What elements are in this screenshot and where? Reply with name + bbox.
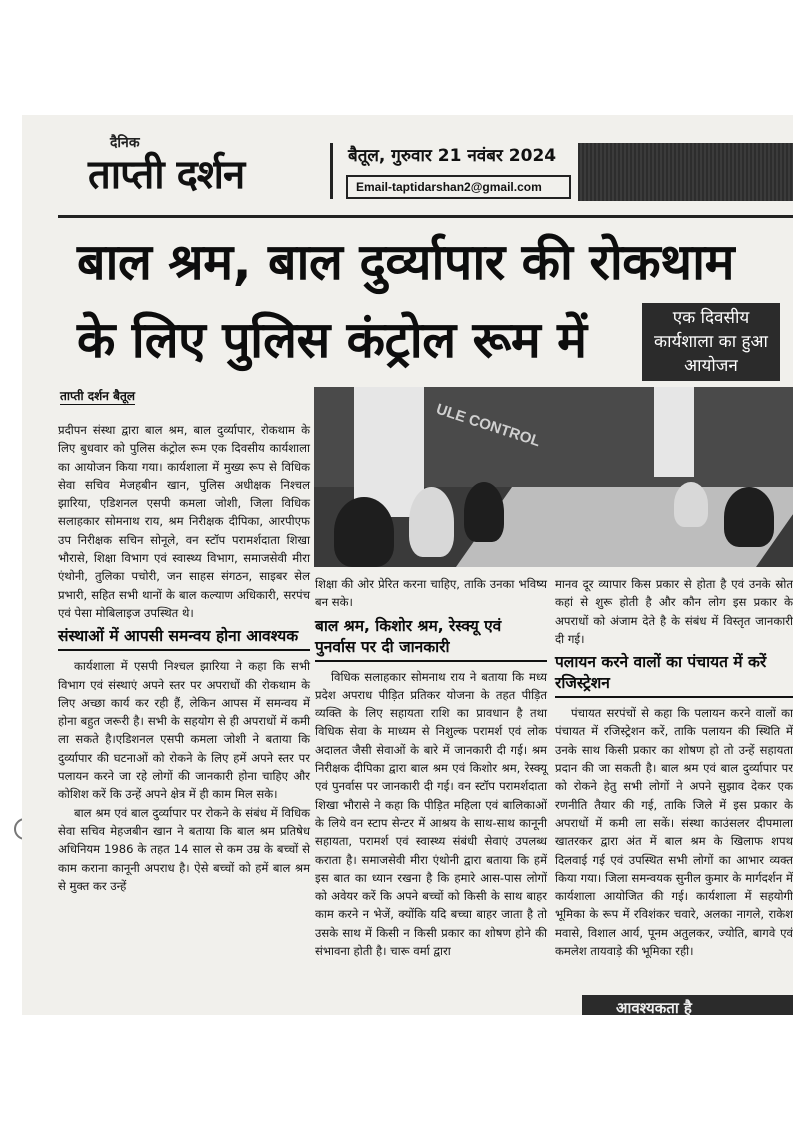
- subheading: संस्थाओं में आपसी समन्वय होना आवश्यक: [58, 626, 310, 651]
- paragraph: विधिक सलाहकार सोमनाथ राय ने बताया कि मध्य प्रदेश अपराध पीड़ित प्रतिकर योजना के तहत पीड़ित व्यक्ति के लिए सहायता राशि का प्रावधान है तथा विधिक सेवा के माध्यम से निशुल्क परामर्श एवं लोक अदालत जैसी सेवाओं के बारे में जानकारी दी गई। श्रम निरीक्षक दीपिका द्वारा बाल श्रम एवं किशोर श्रम, रेस्क्यू एवं पुनर्वास पर जानकारी दी गई। वन स्टॉप परामर्शदाता शिखा भौरासे ने कहा कि पीड़ित महिला एवं बालिकाओं के लिये वन स्टाप सेन्टर में आश्रय के साथ-साथ कानूनी सहायता, परामर्श एवं स्वास्थ्य संबंधी सेवाएं उपलब्ध कराता है। समाजसेवी मीरा एंथोनी द्वारा बताया कि हमें इस बात का ध्यान रखना है कि हमारे आस-पास लोगों को अवेयर करें कि अपने बच्चों को किसी के साथ बाहर काम करने न भेजें, क्योंकि यदि बच्चा बाहर जाता है तो उसके साथ में किसी न किसी प्रकार का शोषण होने की संभावना होती है। चारू वर्मा द्वारा: [315, 669, 547, 959]
- column-1: [58, 405, 310, 895]
- headline-line: बाल श्रम, बाल दुर्व्यापार की रोकथाम: [77, 233, 734, 291]
- newspaper-clipping: [22, 115, 793, 1015]
- headline-line: के लिए पुलिस कंट्रोल रूम में: [77, 311, 587, 369]
- person-figure: [334, 497, 394, 567]
- column-2: [315, 575, 547, 960]
- byline: ताप्ती दर्शन बैतूल: [60, 389, 135, 403]
- divider: [58, 215, 793, 218]
- person-figure: [409, 487, 454, 557]
- paragraph: मानव दूर व्यापार किस प्रकार से होता है एवं उनके स्रोत कहां से शुरू होती है और कौन लोग इस प्रकार के अपराधों को अंजाम देते है के संबंध में विस्तृत जानकारी दी गई।: [555, 577, 793, 646]
- next-article-strip: आवश्यकता है: [582, 995, 793, 1015]
- meeting-photo: [314, 387, 793, 567]
- dateline: बैतूल, गुरुवार 21 नवंबर 2024: [348, 146, 557, 166]
- subheading: बाल श्रम, किशोर श्रम, रेस्क्यू एवं पुनर्वास पर दी जानकारी: [315, 616, 547, 662]
- paragraph: कार्यशाला में एसपी निश्चल झारिया ने कहा कि सभी विभाग एवं संस्थाएं अपने स्तर पर अपराधों की रोकथाम के लिए अच्छा कार्य कर रही हैं, लेकिन आपस में समन्वय में होना बहुत जरूरी है। सभी के सहयोग से ही अपराधों में कमी ला सकते है।एडिशनल एसपी कमला जोशी ने बताया कि दुर्व्यापार की घटनाओं को रोकने के लिए हमें अपने स्तर पर पलायन करने जा रहे लोगों की जानकारी होना चाहिए और कोशिश करें कि उन्हें अपने क्षेत्र में ही काम मिल सके।: [58, 659, 310, 802]
- email-address: Email-taptidarshan2@gmail.com: [346, 175, 571, 199]
- newspaper-logo: ताप्ती दर्शन: [88, 152, 245, 198]
- photo-window: [654, 387, 694, 477]
- kicker-box: एक दिवसीय कार्यशाला का हुआ आयोजन: [642, 303, 780, 381]
- subheading: पलायन करने वालों का पंचायत में करें रजिस्ट्रेशन: [555, 652, 793, 698]
- paragraph: शिक्षा की ओर प्रेरित करना चाहिए, ताकि उनका भविष्य बन सके।: [315, 577, 547, 610]
- paragraph: प्रदीपन संस्था द्वारा बाल श्रम, बाल दुर्व्यापार, रोकथाम के लिए बुधवार को पुलिस कंट्रोल रूम एक दिवसीय कार्यशाला का आयोजन किया गया। कार्यशाला में मुख्य रूप से विधिक सेवा सचिव मेजहबीन खान, पुलिस अधीक्षक निश्चल झारिया, एडिशनल एसपी कमला जोशी, जिला विधिक सलाहकार सोमनाथ राय, श्रम निरीक्षक दीपिका, आरपीएफ उप निरीक्षक सचिन सोनूले, वन स्टॉप परामर्शदाता शिखा भौरासे, शिक्षा विभाग एवं स्वास्थ्य विभाग, समाजसेवी मीरा एंथोनी, तुलिका पचोरी, जन साहस संगठन, साइबर सेल प्रभारी, सहित सभी थानों के बाल कल्याण अधिकारी, सरपंच एवं पेसा मोबिलाइज उपस्थित थे।: [58, 423, 310, 620]
- paragraph: बाल श्रम एवं बाल दुर्व्यापार पर रोकने के संबंध में विधिक सेवा सचिव मेहजबीन खान ने बताया कि बाल श्रम प्रतिषेध अधिनियम 1986 के तहत 14 साल से कम उम्र के बच्चों से काम कराना कानूनी अपराध है। ऐसे बच्चों को हमें बाल श्रम से मुक्त कर उन्हें: [58, 805, 310, 893]
- brand-prefix: दैनिक: [110, 135, 140, 151]
- photo-banner-text: ULE CONTROL: [434, 400, 543, 451]
- column-3: [555, 575, 793, 960]
- divider: [330, 143, 333, 199]
- person-figure: [464, 482, 504, 542]
- paragraph: पंचायत सरपंचों से कहा कि पलायन करने वालों का पंचायत में रजिस्ट्रेशन करें, ताकि पलायन की स्थिति में उनके साथ किसी प्रकार का शोषण हो तो उन्हें सहायता प्रदान की जा सकती है। बाल श्रम एवं बाल दुर्व्यापार पर को रोकने हेतु सभी लोगों ने अपने सुझाव देकर एक रणनीति तैयार की गई, ताकि जिले में इस प्रकार के अपराधों में कमी ला सकें। संस्था काउंसलर दीपमाला खातरकर द्वारा अंत में बाल श्रम के खिलाफ शपथ दिलवाई गई एवं उपस्थित सभी लोगों का आभार व्यक्त किया गया। जिला समन्वयक सुनील कुमार के मार्गदर्शन में कार्यशाला आयोजित की गई। कार्यशाला में सहयोगी भूमिका के रूप में रविशंकर चवारे, अलका नागले, राकेश मवासे, विशाल आर्य, पूनम अतुलकर, ज्योति, बागवे एवं कमलेश तायवाड़े की भूमिका रही।: [555, 706, 793, 959]
- masthead: [58, 125, 793, 207]
- masthead-dark-panel: [578, 143, 793, 201]
- person-figure: [674, 482, 708, 527]
- person-figure: [724, 487, 774, 547]
